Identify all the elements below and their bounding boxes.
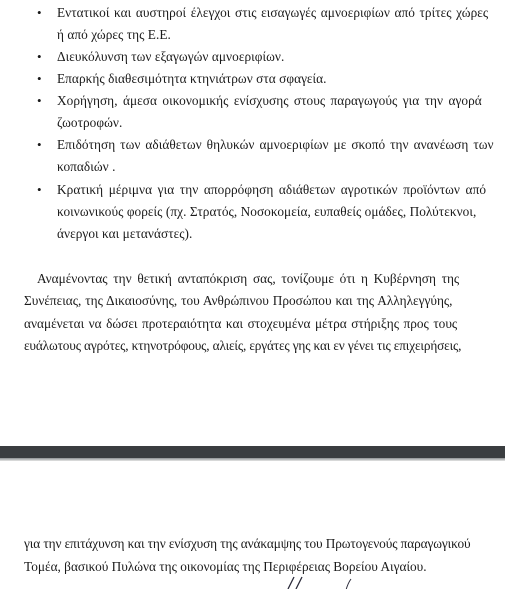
paragraph-line-2: Συνέπειας, της Δικαιοσύνης, του Ανθρώπινου Προσώπου και της Αλληλεγγύης, xyxy=(24,293,453,308)
bullet-3-line-1: Επαρκής διαθεσιμότητα κτηνιάτρων στα σφαγεία. xyxy=(57,71,327,86)
page-break-band xyxy=(0,446,505,458)
continuation-line-1: για την επιτάχυνση και την ενίσχυση της ανάκαμψης του Πρωτογενούς παραγωγικού xyxy=(24,536,471,551)
bullet-marker: • xyxy=(37,5,42,20)
bullet-4-line-2: ζωοτροφών. xyxy=(57,115,123,130)
bullet-4-line-1: Χορήγηση, άμεσα οικονομικής ενίσχυσης στους παραγωγούς για την αγορά xyxy=(57,93,482,108)
paragraph-line-1: Αναμένοντας την θετική ανταπόκριση σας, τονίζουμε ότι η Κυβέρνηση της xyxy=(37,271,460,286)
signature-mark xyxy=(280,575,400,589)
bullet-1-line-1: Εντατικοί και αυστηροί έλεγχοι στις εισαγωγές αμνοεριφίων από τρίτες χώρες xyxy=(57,5,489,20)
bullet-5-line-1: Επιδότηση των αδιάθετων θηλυκών αμνοεριφίων με σκοπό την ανανέωση των xyxy=(57,137,494,152)
page-lower xyxy=(0,461,505,589)
bullet-5-line-2: κοπαδιών . xyxy=(57,159,116,174)
continuation-line-2: Τομέα, βασικού Πυλώνα της οικονομίας της Περιφέρειας Βορείου Αιγαίου. xyxy=(24,559,427,574)
bullet-marker: • xyxy=(37,137,42,152)
bullet-marker: • xyxy=(37,71,42,86)
bullet-1-line-2: ή από χώρες της Ε.Ε. xyxy=(57,27,171,42)
bullet-marker: • xyxy=(37,93,42,108)
bullet-6-line-2: κοινωνικούς φορείς (πχ. Στρατός, Νοσοκομεία, ευπαθείς ομάδες, Πολύτεκνοι, xyxy=(57,204,477,219)
bullet-marker: • xyxy=(37,182,42,197)
bullet-2-line-1: Διευκόλυνση των εξαγωγών αμνοεριφίων. xyxy=(57,49,285,64)
bullet-6-line-1: Κρατική μέριμνα για την απορρόφηση αδιάθετων αγροτικών προϊόντων από xyxy=(57,182,487,197)
bullet-6-line-3: άνεργοι και μετανάστες). xyxy=(57,226,193,241)
paragraph-line-3: αναμένεται να δώσει προτεραιότητα και στοχευμένα μέτρα στήριξης προς τους xyxy=(24,316,458,331)
paragraph-line-4: ευάλωτους αγρότες, κτηνοτρόφους, αλιείς, εργάτες γης και εν γένει τις επιχειρήσεις, xyxy=(24,338,462,353)
bullet-marker: • xyxy=(37,49,42,64)
